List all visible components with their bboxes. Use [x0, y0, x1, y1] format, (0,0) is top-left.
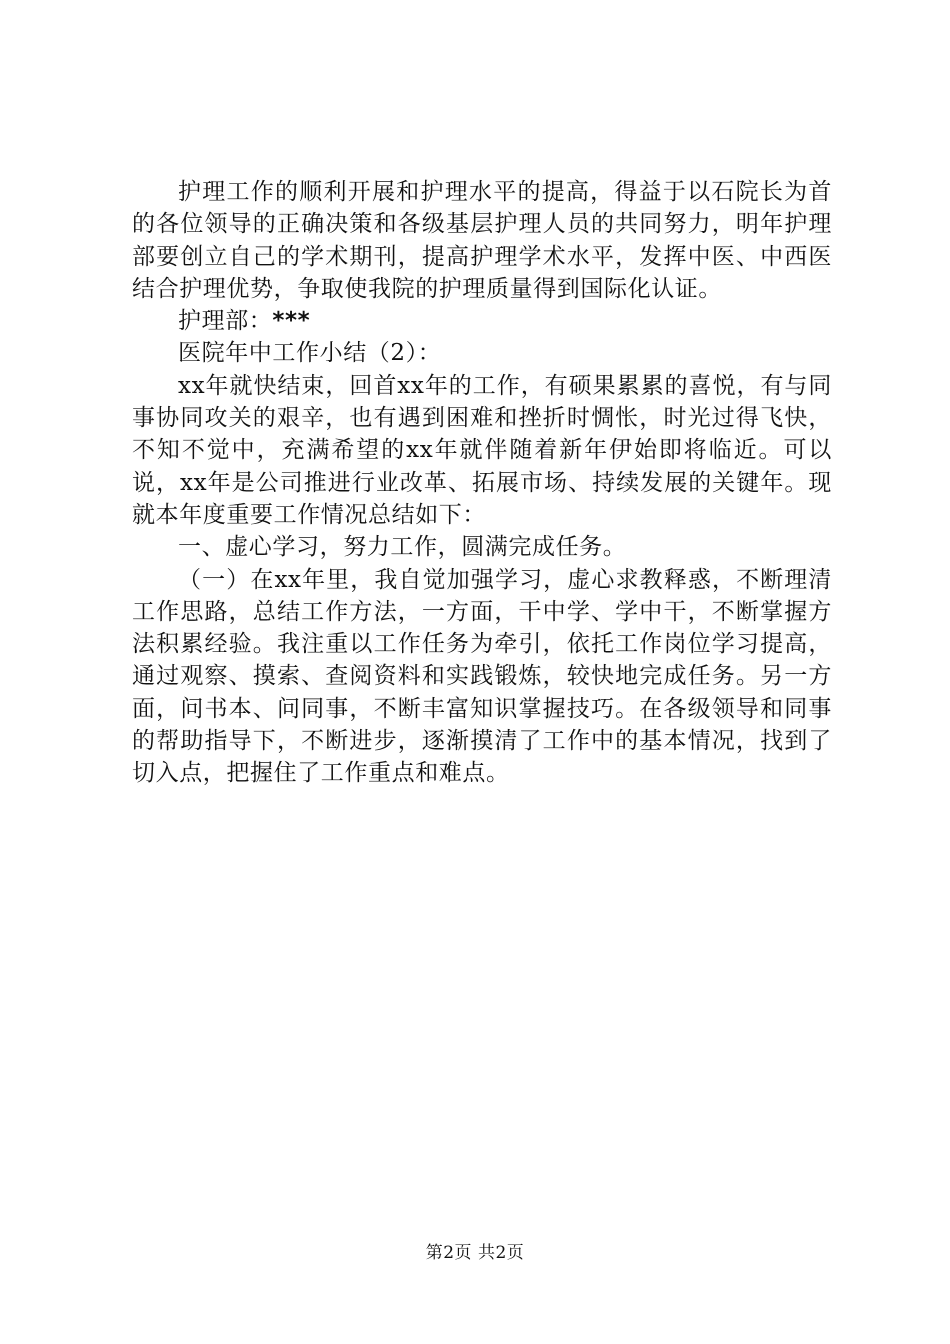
signature-line — [132, 305, 832, 337]
paragraph-intro: xx年就快结束，回首xx年的工作，有硕果累累的喜悦，有与同事协同攻关的艰辛，也有遇到困难和挫折时惆怅，时光过得飞快，不知不觉中，充满希望的xx年就伴随着新年伊始即将临近。可以说，xx年是公司推进行业改革、拓展市场、持续发展的关键年。现就本年度重要工作情况总结如下： — [132, 372, 832, 528]
section-title: 医院年中工作小结（2）： — [178, 340, 442, 367]
paragraph-nursing-summary: 护理工作的顺利开展和护理水平的提高，得益于以石院长为首的各位领导的正确决策和各级基层护理人员的共同努力，明年护理部要创立自己的学术期刊，提高护理学术水平，发挥中医、中西医结合护理优势，争取使我院的护理质量得到国际化认证。 — [132, 179, 832, 302]
signature-name: *** — [272, 308, 311, 335]
heading-one: 一、虚心学习，努力工作，圆满完成任务。 — [178, 534, 627, 561]
page-number: 第2页 共2页 — [425, 1243, 525, 1263]
page-footer — [0, 1243, 950, 1263]
document-body — [132, 176, 832, 790]
paragraph-one: （一）在xx年里，我自觉加强学习，虚心求教释惑，不断理清工作思路，总结工作方法，一方面，干中学、学中干，不断掌握方法积累经验。我注重以工作任务为牵引，依托工作岗位学习提高，通过观察、摸索、查阅资料和实践锻炼，较快地完成任务。另一方面，问书本、问同事，不断丰富知识掌握技巧。在各级领导和同事的帮助指导下，不断进步，逐渐摸清了工作中的基本情况，找到了切入点，把握住了工作重点和难点。 — [132, 566, 832, 787]
signature-label: 护理部： — [178, 308, 273, 335]
